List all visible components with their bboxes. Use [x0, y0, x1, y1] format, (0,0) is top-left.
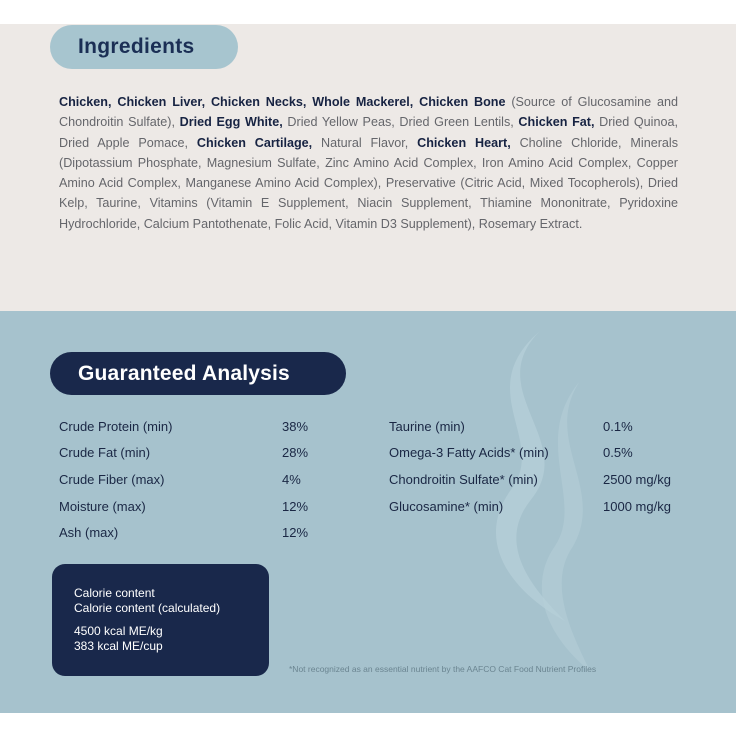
- analysis-label: Crude Protein (min): [59, 419, 173, 434]
- analysis-value: 12%: [282, 525, 309, 540]
- analysis-row: [389, 443, 709, 463]
- analysis-label: Taurine (min): [389, 419, 465, 434]
- analysis-label: Crude Fat (min): [59, 445, 151, 460]
- ingredient-text: Choline Chloride, Minerals (Dipotassium Phosphate, Magnesium Sulfate, Zinc Amino Acid Complex, Iron Amino Acid Complex, Copper Amino Acid Complex, Manganese Amino Acid Complex), Preservative (Citric Acid, Mixed Tocopherols), Dried Kelp, Taurine, Vitamins (Vitamin E Supplement, Niacin Supplement, Thiamine Mononitrate, Pyridoxine Hydrochloride, Calcium Pantothenate, Folic Acid, Vitamin D3 Supplement), Rosemary Extract.: [59, 135, 678, 231]
- ingredient-text-bold: Chicken Heart,: [417, 135, 511, 150]
- analysis-value: 0.5%: [603, 445, 633, 460]
- calorie-calculated-label: Calorie content (calculated): [74, 601, 221, 615]
- analysis-value: 4%: [282, 472, 301, 487]
- guaranteed-analysis-title: Guaranteed Analysis: [50, 352, 346, 395]
- analysis-label: Moisture (max): [59, 499, 146, 514]
- ingredient-text-bold: Chicken, Chicken Liver, Chicken Necks, Whole Mackerel, Chicken Bone: [59, 95, 506, 109]
- ingredient-text-bold: Chicken Cartilage,: [196, 135, 313, 150]
- ingredients-section: [0, 24, 736, 311]
- ingredient-text: Natural Flavor,: [312, 135, 418, 150]
- ingredient-text-bold: Chicken Fat,: [518, 115, 595, 130]
- ingredient-text: (Source of Glucosamine and Chondroitin Sulfate),: [59, 95, 679, 130]
- analysis-row: [389, 417, 709, 437]
- ingredient-text-bold: Dried Egg White,: [179, 115, 283, 130]
- ingredient-text: Dried Quinoa, Dried Apple Pomace,: [59, 115, 678, 150]
- analysis-value: 28%: [282, 445, 309, 460]
- analysis-row: [59, 497, 339, 517]
- ingredients-title: Ingredients: [50, 25, 238, 69]
- analysis-row: [59, 443, 339, 463]
- footnote: *Not recognized as an essential nutrient by the AAFCO Cat Food Nutrient Profiles: [289, 664, 597, 674]
- analysis-label: Omega-3 Fatty Acids* (min): [389, 445, 549, 460]
- analysis-row: [59, 523, 339, 543]
- calorie-label: Calorie content: [74, 586, 155, 600]
- ingredient-text: Dried Yellow Peas, Dried Green Lentils,: [282, 115, 519, 130]
- analysis-label: Chondroitin Sulfate* (min): [389, 472, 538, 487]
- analysis-row: [389, 470, 709, 490]
- analysis-label: Glucosamine* (min): [389, 499, 504, 514]
- analysis-value: 1000 mg/kg: [603, 499, 671, 514]
- guaranteed-analysis-section: [0, 311, 736, 713]
- analysis-row: [59, 417, 339, 437]
- analysis-row: [59, 470, 339, 490]
- calorie-per-cup: 383 kcal ME/cup: [74, 639, 163, 653]
- calorie-content-box: [52, 564, 269, 676]
- analysis-value: 38%: [282, 419, 309, 434]
- analysis-value: 2500 mg/kg: [603, 472, 671, 487]
- calorie-per-kg: 4500 kcal ME/kg: [74, 624, 163, 638]
- analysis-value: 12%: [282, 499, 309, 514]
- analysis-label: Crude Fiber (max): [59, 472, 165, 487]
- analysis-label: Ash (max): [59, 525, 119, 540]
- analysis-row: [389, 497, 709, 517]
- analysis-value: 0.1%: [603, 419, 633, 434]
- ingredients-list: [59, 92, 678, 234]
